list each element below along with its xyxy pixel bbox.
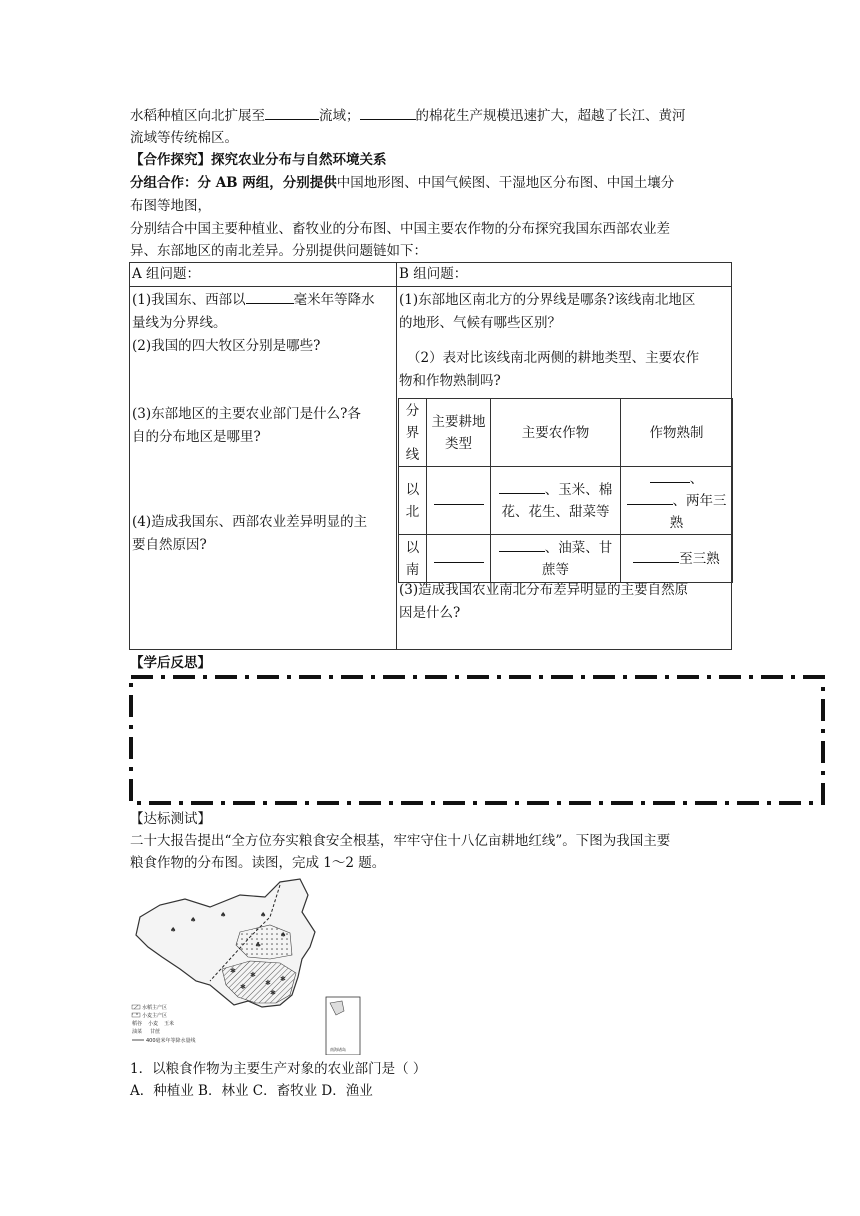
legend-crops-2 (132, 1028, 161, 1035)
group-line-2: 布图等地图， (130, 198, 211, 214)
blank-field[interactable] (499, 537, 545, 552)
south-system-text: 至三熟 (679, 550, 720, 567)
header-char: 分 (405, 402, 420, 419)
intro-line-2: 流域等传统棉区。 (130, 130, 238, 146)
south-land-blank[interactable] (427, 535, 491, 583)
intro-text-1b: 流域； (319, 108, 360, 124)
svg-text:♠: ♠ (170, 926, 177, 934)
a-q2: (2)我国的四大牧区分别是哪些? (132, 338, 321, 354)
north-crops (491, 467, 621, 535)
label-char: 以 (405, 481, 420, 498)
blank-field[interactable] (627, 490, 673, 505)
b-q1-cont: 的地形、气候有哪些区别？ (399, 315, 561, 331)
coop-heading-text: 探究农业分布与自然环境关系 (211, 152, 387, 168)
label-char: 北 (405, 503, 420, 520)
china-map-figure (130, 877, 370, 1055)
blank-field[interactable] (360, 105, 416, 120)
north-system-sep: 、 (689, 470, 704, 487)
north-system-text: 、两年三 (672, 492, 727, 509)
header-land-type (427, 399, 491, 467)
legend-rainfall-line: 400毫米年等降水量线 (146, 1038, 196, 1044)
legend-corn: 玉米 (164, 1021, 175, 1027)
b-q1: (1)东部地区南北方的分界线是哪条?该线南北地区 (399, 292, 696, 308)
intro-text-1c: 的棉花生产规模迅速扩大，超越了长江、黄河 (415, 108, 686, 124)
south-system (621, 535, 733, 583)
blank-field[interactable] (246, 289, 294, 304)
north-system-text-c: 熟 (669, 514, 684, 531)
a-q3-cont: 自的分布地区是哪里? (132, 429, 261, 445)
a-q1-text: (1)我国东、西部以 (132, 292, 246, 308)
header-divider-line (399, 399, 427, 467)
blank-field[interactable] (434, 548, 484, 563)
svg-text:✱: ✱ (270, 989, 276, 997)
svg-text:✱: ✱ (240, 983, 246, 991)
coop-heading (130, 149, 387, 171)
svg-text:♠: ♠ (280, 931, 287, 939)
reflection-box[interactable] (128, 674, 826, 806)
b-q2-cont: 物和作物熟制吗? (399, 373, 501, 389)
north-system (621, 467, 733, 535)
group-rest-text: 中国地形图、中国气候图、干湿地区分布图、中国土壤分 (336, 175, 675, 191)
intro-line-1 (130, 105, 686, 127)
group-line-1 (130, 172, 674, 194)
south-crops (491, 535, 621, 583)
south-label (399, 535, 427, 583)
legend-wheat-crop: 小麦 (148, 1021, 159, 1027)
a-q3: (3)东部地区的主要农业部门是什么?各 (132, 406, 361, 422)
test-heading: 【达标测试】 (130, 811, 211, 827)
a-q4-cont: 要自然原因? (132, 537, 207, 553)
question-1: 1．以粮食作物为主要生产对象的农业部门是（ ） (130, 1061, 427, 1077)
test-para-2: 粮食作物的分布图。读图，完成 1～2 题。 (130, 855, 386, 871)
crop-distribution-map (130, 877, 370, 1055)
north-label (399, 467, 427, 535)
blank-field[interactable] (265, 105, 319, 120)
north-crops-text: 、玉米、棉 (544, 481, 613, 498)
header-text: 主要耕地 (431, 413, 486, 430)
svg-text:♠: ♠ (260, 911, 267, 919)
a-questions (130, 287, 397, 650)
blank-field[interactable] (434, 490, 484, 505)
a-q4: (4)造成我国东、西部农业差异明显的主 (132, 514, 368, 530)
a-header: A 组问题： (130, 263, 397, 287)
svg-text:✱: ✱ (230, 967, 236, 975)
north-land-blank[interactable] (427, 467, 491, 535)
svg-text:♠: ♠ (220, 911, 227, 919)
a-q1-cont: 量线为分界线。 (132, 315, 227, 331)
a-q1-text-b: 毫米年等降水 (293, 292, 375, 308)
legend-sugarcane: 甘蔗 (150, 1029, 161, 1035)
south-crops-text: 、油菜、甘 (544, 539, 613, 556)
b-q3-cont: 因是什么? (399, 605, 461, 621)
svg-text:✱: ✱ (265, 979, 271, 987)
a-q1 (132, 289, 394, 312)
group-bold-text: 分组合作：分 AB 两组，分别提供 (130, 175, 337, 191)
header-cropping-system: 作物熟制 (621, 399, 733, 467)
coop-heading-bracket: 【合作探究】 (130, 152, 211, 168)
comparison-table (398, 398, 733, 583)
svg-text:✱: ✱ (250, 971, 256, 979)
reflection-heading: 【学后反思】 (130, 655, 211, 671)
svg-text:♣: ♣ (255, 941, 262, 949)
test-para-1: 二十大报告提出“全方位夯实粮食安全根基，牢牢守住十八亿亩耕地红线”。下图为我国主要 (130, 833, 671, 849)
header-char: 线 (405, 446, 420, 463)
label-char: 南 (405, 561, 420, 578)
legend-rapeseed: 油菜 (132, 1029, 143, 1035)
desc-line-2: 异、东部地区的南北差异。分别提供问题链如下： (130, 243, 427, 259)
intro-text-1a: 水稻种植区向北扩展至 (130, 108, 265, 124)
header-char: 界 (405, 424, 420, 441)
b-q3: (3)造成我国农业南北分布差异明显的主要自然原 (399, 582, 689, 598)
blank-field[interactable] (633, 548, 679, 563)
b-header: B 组问题： (397, 263, 732, 287)
legend-wheat: 小麦主产区 (142, 1013, 168, 1019)
blank-field[interactable] (650, 468, 690, 483)
legend-rice-crop: 稻谷 (132, 1021, 143, 1027)
header-crops: 主要农作物 (491, 399, 621, 467)
label-char: 以 (405, 539, 420, 556)
svg-text:✱: ✱ (280, 975, 286, 983)
question-1-options: A．种植业 B．林业 C．畜牧业 D．渔业 (130, 1083, 373, 1099)
inset-label: 南海诸岛 (330, 1047, 346, 1052)
header-text: 类型 (445, 435, 472, 452)
south-crops-text-b: 蔗等 (542, 561, 569, 578)
desc-line-1: 分别结合中国主要种植业、畜牧业的分布图、中国主要农作物的分布探究我国东西部农业差 (130, 221, 670, 237)
north-crops-text-b: 花、花生、甜菜等 (501, 503, 610, 520)
b-q2: （2）表对比该线南北两侧的耕地类型、主要农作 (407, 350, 700, 366)
blank-field[interactable] (499, 479, 545, 494)
legend-crops-1 (132, 1020, 174, 1027)
svg-text:♠: ♠ (190, 916, 197, 924)
legend-rice: 水稻主产区 (142, 1005, 168, 1011)
